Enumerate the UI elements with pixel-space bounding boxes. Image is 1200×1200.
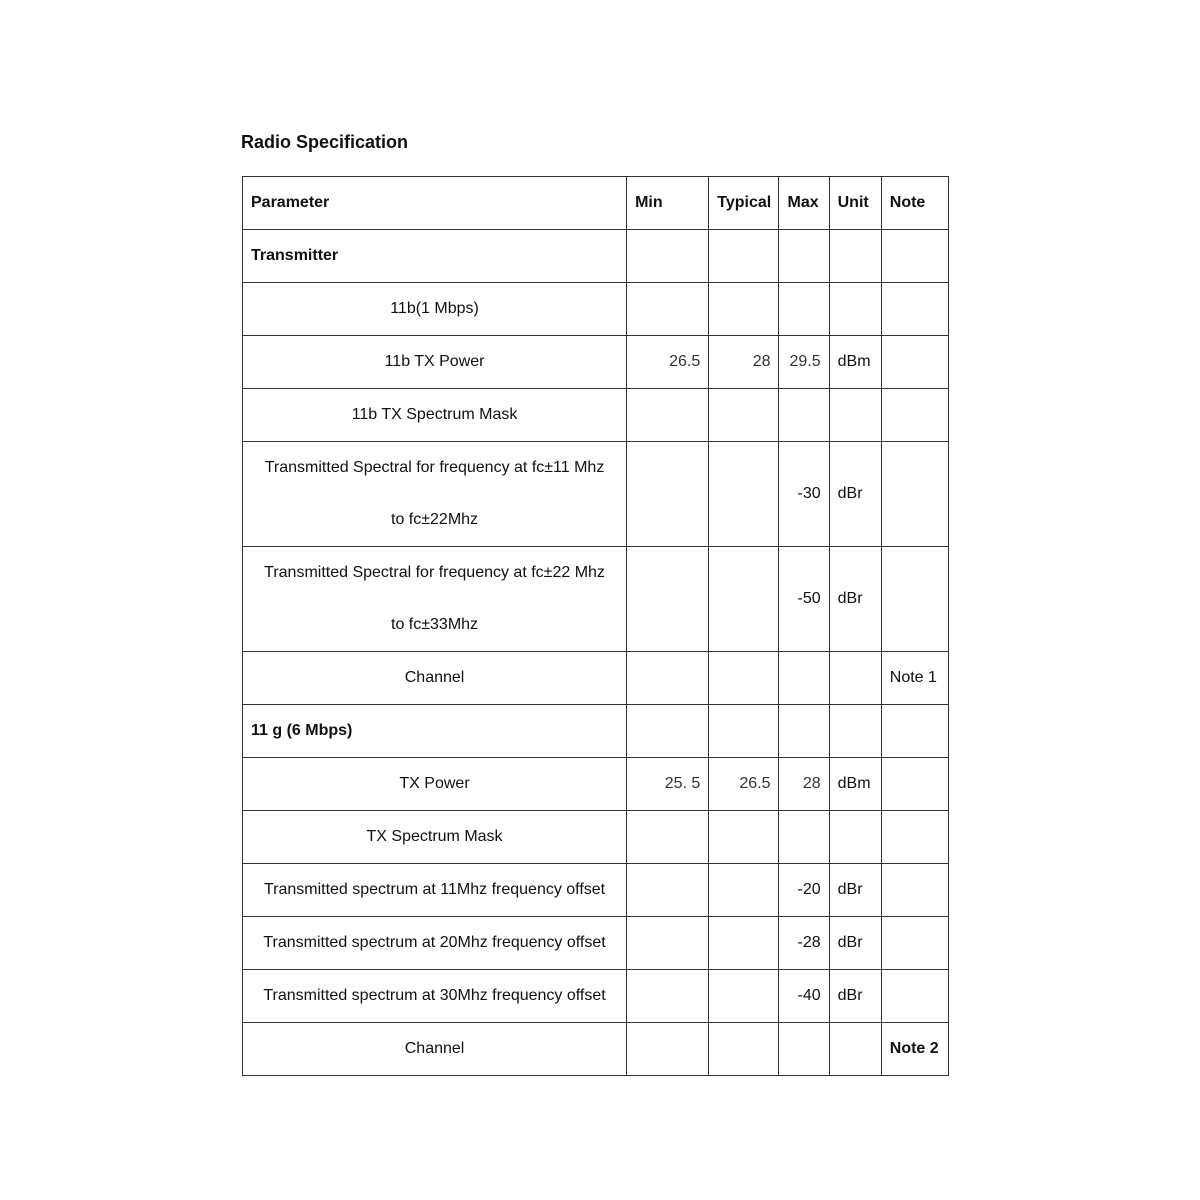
cell-min bbox=[627, 917, 709, 970]
cell-min: 25. 5 bbox=[627, 758, 709, 811]
table-row bbox=[243, 283, 949, 336]
table-row bbox=[243, 652, 949, 705]
cell-max bbox=[779, 705, 829, 758]
parameter-line-1: Transmitted Spectral for frequency at fc±22 Mhz bbox=[264, 564, 605, 581]
cell-note bbox=[881, 705, 948, 758]
cell-note bbox=[881, 336, 948, 389]
section-label-transmitter: Transmitter bbox=[243, 230, 627, 283]
cell-min bbox=[627, 442, 709, 547]
table-row bbox=[243, 230, 949, 283]
table-header-row bbox=[243, 177, 949, 230]
cell-typical bbox=[709, 389, 779, 442]
cell-min bbox=[627, 970, 709, 1023]
cell-unit bbox=[829, 811, 881, 864]
table-row bbox=[243, 336, 949, 389]
cell-parameter: 11b(1 Mbps) bbox=[243, 283, 627, 336]
cell-min: 26.5 bbox=[627, 336, 709, 389]
parameter-line-2: to fc±33Mhz bbox=[391, 616, 479, 633]
cell-typical bbox=[709, 1023, 779, 1076]
table-row bbox=[243, 442, 949, 547]
cell-parameter bbox=[243, 442, 627, 547]
page-title: Radio Specification bbox=[241, 132, 409, 152]
cell-max: -40 bbox=[779, 970, 829, 1023]
cell-typical bbox=[709, 917, 779, 970]
spec-table bbox=[242, 176, 949, 1076]
cell-note bbox=[881, 970, 948, 1023]
header-min: Min bbox=[627, 177, 709, 230]
cell-note: Note 1 bbox=[881, 652, 948, 705]
cell-parameter: 11b TX Spectrum Mask bbox=[243, 389, 627, 442]
cell-max bbox=[779, 230, 829, 283]
header-max: Max bbox=[779, 177, 829, 230]
cell-unit bbox=[829, 1023, 881, 1076]
cell-max bbox=[779, 283, 829, 336]
cell-parameter: Transmitted spectrum at 11Mhz frequency offset bbox=[243, 864, 627, 917]
cell-min bbox=[627, 1023, 709, 1076]
cell-note bbox=[881, 389, 948, 442]
cell-note bbox=[881, 547, 948, 652]
cell-parameter: TX Power bbox=[243, 758, 627, 811]
cell-parameter: Channel bbox=[243, 1023, 627, 1076]
cell-unit: dBr bbox=[829, 442, 881, 547]
cell-max bbox=[779, 811, 829, 864]
cell-unit bbox=[829, 652, 881, 705]
cell-max: -20 bbox=[779, 864, 829, 917]
cell-typical bbox=[709, 442, 779, 547]
cell-parameter: TX Spectrum Mask bbox=[243, 811, 627, 864]
table-row bbox=[243, 705, 949, 758]
table-row bbox=[243, 811, 949, 864]
cell-parameter: 11b TX Power bbox=[243, 336, 627, 389]
table-row bbox=[243, 864, 949, 917]
cell-unit bbox=[829, 705, 881, 758]
cell-note bbox=[881, 758, 948, 811]
cell-unit bbox=[829, 230, 881, 283]
cell-max bbox=[779, 389, 829, 442]
cell-max bbox=[779, 652, 829, 705]
cell-parameter: Transmitted spectrum at 20Mhz frequency offset bbox=[243, 917, 627, 970]
parameter-line-1: Transmitted Spectral for frequency at fc±11 Mhz bbox=[264, 459, 605, 476]
cell-typical bbox=[709, 864, 779, 917]
cell-unit: dBr bbox=[829, 917, 881, 970]
cell-typical: 26.5 bbox=[709, 758, 779, 811]
section-label-11g: 11 g (6 Mbps) bbox=[243, 705, 627, 758]
cell-typical bbox=[709, 705, 779, 758]
cell-min bbox=[627, 389, 709, 442]
cell-max: 29.5 bbox=[779, 336, 829, 389]
header-unit: Unit bbox=[829, 177, 881, 230]
cell-note bbox=[881, 864, 948, 917]
header-note: Note bbox=[881, 177, 948, 230]
parameter-line-2: to fc±22Mhz bbox=[391, 511, 479, 528]
cell-max: -50 bbox=[779, 547, 829, 652]
cell-min bbox=[627, 864, 709, 917]
cell-unit bbox=[829, 389, 881, 442]
header-parameter: Parameter bbox=[243, 177, 627, 230]
cell-typical bbox=[709, 970, 779, 1023]
cell-typical bbox=[709, 652, 779, 705]
table-row bbox=[243, 1023, 949, 1076]
cell-note: Note 2 bbox=[881, 1023, 948, 1076]
cell-typical bbox=[709, 547, 779, 652]
table-row bbox=[243, 547, 949, 652]
cell-unit: dBr bbox=[829, 864, 881, 917]
cell-typical bbox=[709, 283, 779, 336]
cell-min bbox=[627, 811, 709, 864]
cell-unit: dBr bbox=[829, 547, 881, 652]
cell-note bbox=[881, 442, 948, 547]
cell-note bbox=[881, 283, 948, 336]
cell-parameter: Channel bbox=[243, 652, 627, 705]
table-row bbox=[243, 917, 949, 970]
cell-unit: dBm bbox=[829, 758, 881, 811]
cell-min bbox=[627, 230, 709, 283]
cell-min bbox=[627, 652, 709, 705]
cell-unit bbox=[829, 283, 881, 336]
header-typical: Typical bbox=[709, 177, 779, 230]
cell-max: -28 bbox=[779, 917, 829, 970]
table-row bbox=[243, 758, 949, 811]
cell-max bbox=[779, 1023, 829, 1076]
cell-min bbox=[627, 283, 709, 336]
cell-max: -30 bbox=[779, 442, 829, 547]
cell-parameter bbox=[243, 547, 627, 652]
cell-note bbox=[881, 917, 948, 970]
cell-typical: 28 bbox=[709, 336, 779, 389]
cell-min bbox=[627, 547, 709, 652]
table-row bbox=[243, 970, 949, 1023]
cell-parameter: Transmitted spectrum at 30Mhz frequency offset bbox=[243, 970, 627, 1023]
cell-typical bbox=[709, 230, 779, 283]
cell-unit: dBr bbox=[829, 970, 881, 1023]
cell-typical bbox=[709, 811, 779, 864]
cell-note bbox=[881, 230, 948, 283]
table-row bbox=[243, 389, 949, 442]
cell-max: 28 bbox=[779, 758, 829, 811]
cell-min bbox=[627, 705, 709, 758]
cell-unit: dBm bbox=[829, 336, 881, 389]
cell-note bbox=[881, 811, 948, 864]
